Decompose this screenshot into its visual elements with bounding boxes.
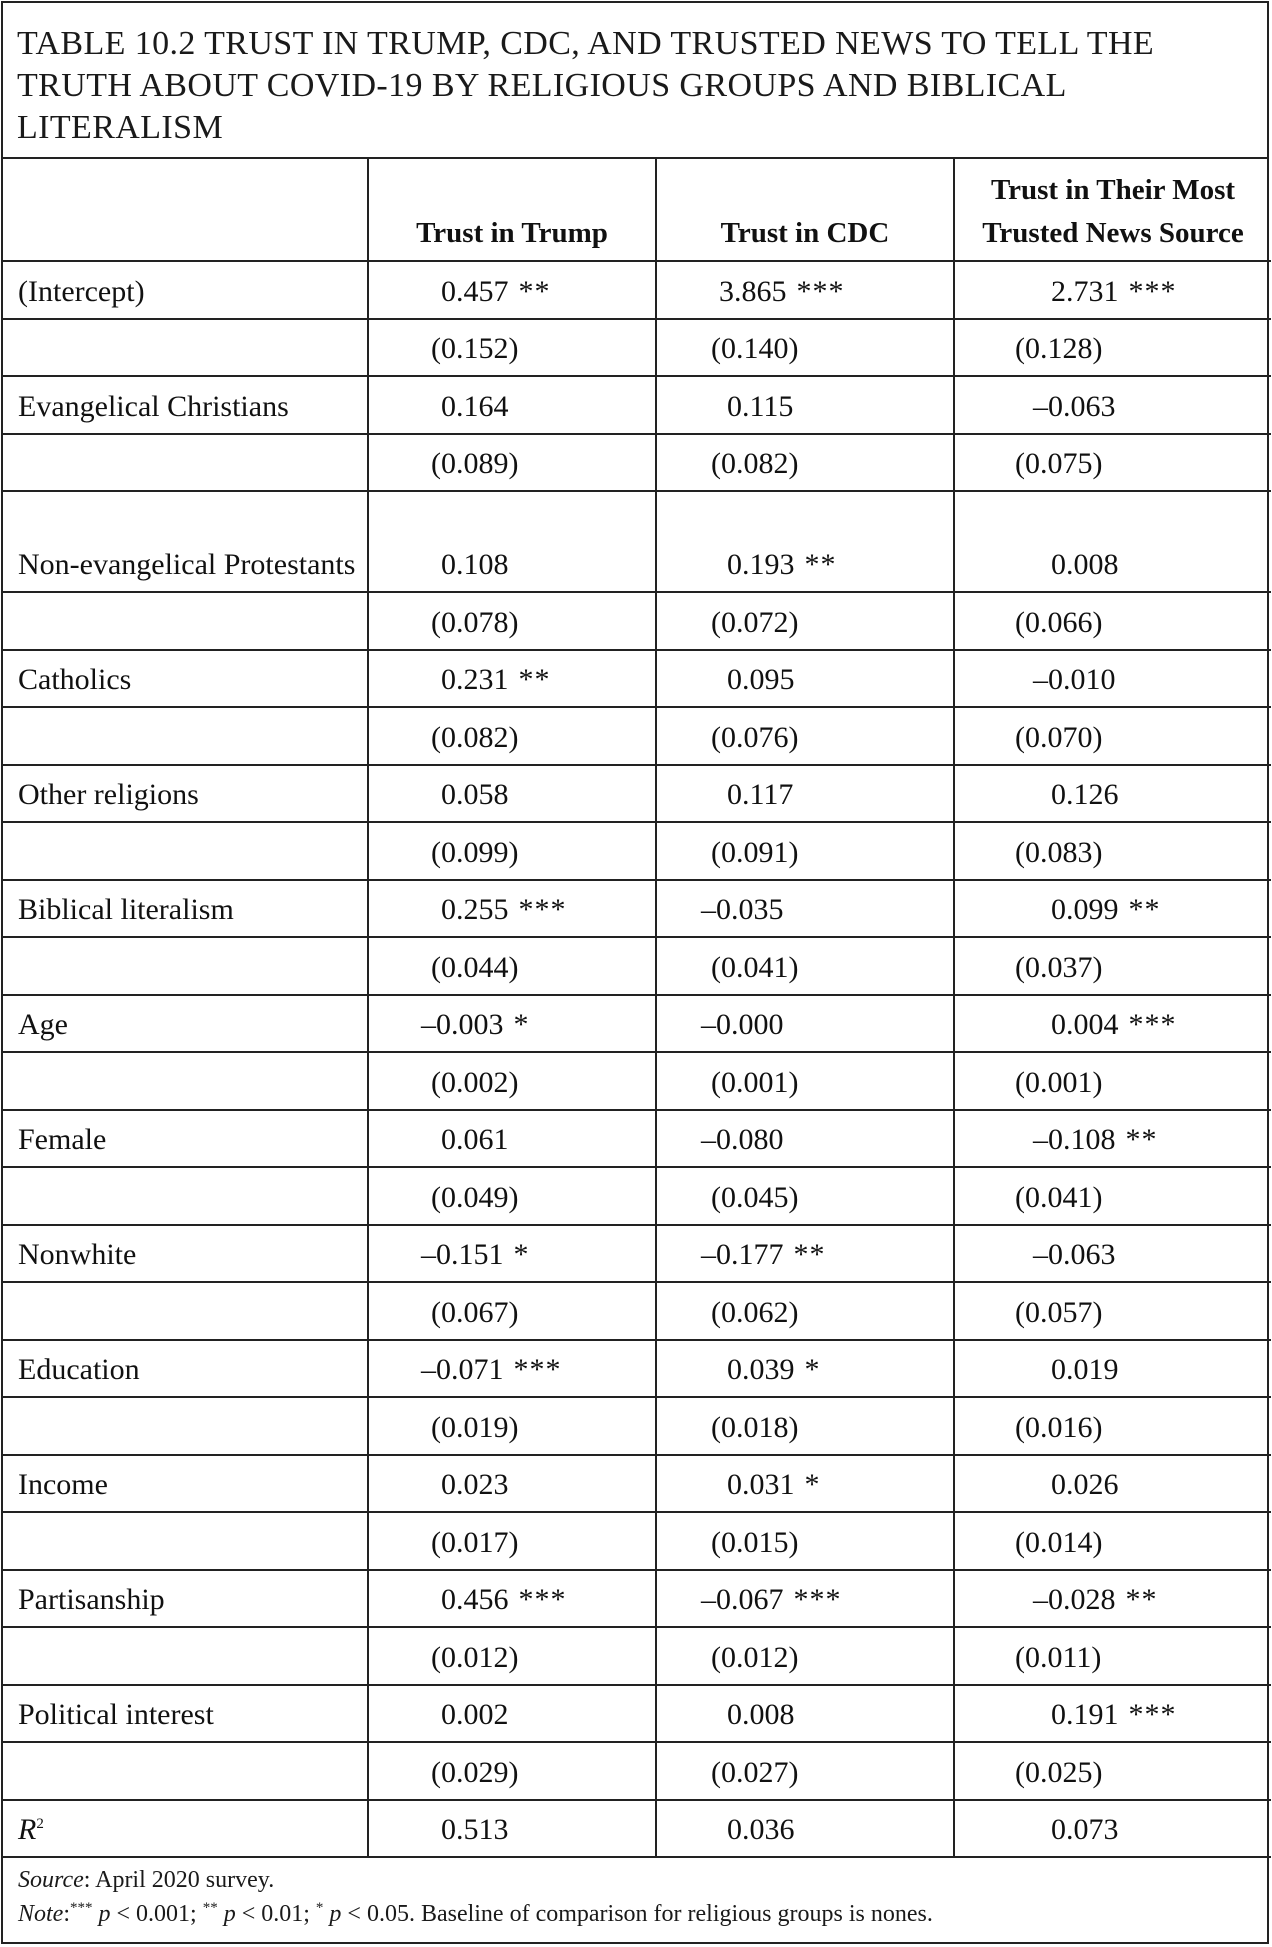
header-trust-news: Trust in Their Most Trusted News Source [954,159,1271,261]
coefficient: –0.003 [421,1008,504,1041]
row-label [3,1512,368,1570]
cell-value [954,995,1271,1053]
cell-value [954,707,1271,765]
table-row-se [3,1742,1271,1800]
cell-value [368,765,656,823]
row-label [3,1167,368,1225]
coefficient: 0.019 [1051,1353,1119,1386]
cell-value [954,1627,1271,1685]
coefficient: –0.151 [421,1238,504,1271]
cell-value [656,1397,954,1455]
cell-value [656,592,954,650]
coefficient: 0.031 [727,1468,795,1501]
cell-value [656,765,954,823]
note-line: Note:*** p < 0.001; ** p < 0.01; * p < 0.05. Baseline of comparison for religious groups is nones. [18,1900,933,1927]
coefficient: 0.457 [441,274,509,308]
row-label: Political interest [3,1685,368,1743]
coefficient: 0.023 [441,1468,509,1501]
table-frame [1,1,1269,1944]
cell-value [954,376,1271,434]
cell-value [368,434,656,492]
cell-value [954,1397,1271,1455]
cell-value [368,1455,656,1513]
cell-value [656,1225,954,1283]
table-row-se [3,707,1271,765]
coefficient: (0.025) [1015,1755,1103,1789]
coefficient: (0.019) [431,1410,519,1444]
significance-stars: *** [518,1583,567,1616]
cell-value [954,592,1271,650]
cell-value [368,1742,656,1800]
coefficient: –0.080 [701,1123,784,1156]
cell-value [656,1052,954,1110]
coefficient: (0.014) [1015,1525,1103,1559]
coefficient: (0.082) [431,720,519,754]
coefficient: –0.028 [1033,1583,1116,1616]
r-squared-row [3,1800,1271,1858]
significance-stars: *** [1128,1008,1177,1041]
cell-value [954,1685,1271,1743]
cell-value [954,1282,1271,1340]
significance-stars: ** [793,1238,826,1271]
significance-stars: ** [518,663,551,696]
cell-value [368,1512,656,1570]
coefficient: –0.108 [1033,1123,1116,1156]
coefficient: –0.177 [701,1238,784,1271]
cell-value [954,1512,1271,1570]
coefficient: (0.076) [711,720,799,754]
coefficient: 0.255 [441,893,509,926]
cell-value [954,1455,1271,1513]
header-trust-cdc: Trust in CDC [656,159,954,261]
cell-value [656,1627,954,1685]
cell-value [368,1110,656,1168]
cell-value [368,1340,656,1398]
row-label [3,822,368,880]
coefficient: (0.089) [431,447,519,480]
coefficient: –0.063 [1033,389,1116,423]
coefficient: 0.039 [727,1353,795,1386]
table-row [3,765,1271,823]
table-row-se [3,1627,1271,1685]
row-label [3,1742,368,1800]
cell-value [368,880,656,938]
cell-value [954,434,1271,492]
table-row [3,1685,1271,1743]
table-row-se [3,1397,1271,1455]
coefficient: 0.126 [1051,778,1119,811]
cell-value [368,592,656,650]
cell-value [656,822,954,880]
coefficient: (0.015) [711,1525,799,1559]
header-row [3,159,1271,261]
cell-value [656,376,954,434]
coefficient: 0.095 [727,663,795,696]
cell-value [656,1570,954,1628]
table-row-se [3,434,1271,492]
table-row [3,1110,1271,1168]
coefficient: (0.049) [431,1180,519,1214]
cell-value [656,1167,954,1225]
significance-stars: ** [1128,893,1161,926]
cell-value [368,1052,656,1110]
coefficient: (0.083) [1015,835,1103,869]
cell-value [368,707,656,765]
note-label: Note [18,1901,64,1927]
significance-stars: ** [804,548,837,581]
coefficient: 3.865 [719,274,787,308]
coefficient: (0.091) [711,835,799,869]
coefficient: (0.041) [1015,1180,1103,1214]
table-row-se [3,1167,1271,1225]
coefficient: (0.041) [711,950,799,984]
table-row-se [3,937,1271,995]
cell-value [368,491,656,592]
row-label: Female [3,1110,368,1168]
cell-value [954,1052,1271,1110]
row-label [3,319,368,377]
coefficient: –0.071 [421,1353,504,1386]
coefficient: (0.067) [431,1295,519,1329]
table-row [3,1455,1271,1513]
cell-value [954,937,1271,995]
row-label: Nonwhite [3,1225,368,1283]
cell-value [368,995,656,1053]
row-label [3,1282,368,1340]
coefficient: (0.037) [1015,950,1103,984]
table-title: TABLE 10.2 TRUST IN TRUMP, CDC, AND TRUSTED NEWS TO TELL THE TRUTH ABOUT COVID-19 BY RELIGIOUS GROUPS AND BIBLICAL LITERALISM [3,3,1267,159]
coefficient: 0.058 [441,778,509,811]
coefficient: (0.057) [1015,1295,1103,1329]
cell-value [954,1110,1271,1168]
coefficient: 0.008 [727,1698,795,1731]
row-label: Age [3,995,368,1053]
table-notes [3,1856,1267,1931]
cell-value [656,937,954,995]
cell-value [656,319,954,377]
coefficient: (0.099) [431,835,519,869]
row-label: Evangelical Christians [3,376,368,434]
cell-value [368,1397,656,1455]
coefficient: (0.062) [711,1295,799,1329]
coefficient: 0.004 [1051,1008,1119,1041]
coefficient: –0.000 [701,1008,784,1041]
source-line [18,1863,1252,1897]
cell-value [656,707,954,765]
significance-stars: * [513,1008,530,1041]
cell-value [656,261,954,319]
coefficient: 0.191 [1051,1698,1119,1731]
cell-value [954,822,1271,880]
coefficient: 0.008 [1051,548,1119,581]
coefficient: (0.140) [711,332,799,365]
cell-value [954,1340,1271,1398]
coefficient: (0.045) [711,1180,799,1214]
significance-stars: *** [518,893,567,926]
coefficient: (0.001) [1015,1065,1103,1099]
r-squared-value: 0.036 [656,1800,954,1858]
coefficient: 0.099 [1051,893,1119,926]
significance-stars: * [513,1238,530,1271]
significance-stars: *** [1128,274,1177,308]
table-row [3,995,1271,1053]
row-label [3,1397,368,1455]
coefficient: (0.002) [431,1065,519,1099]
coefficient: (0.018) [711,1410,799,1444]
table-row [3,261,1271,319]
row-label [3,937,368,995]
significance-stars: ** [1125,1123,1158,1156]
row-label: (Intercept) [3,261,368,319]
table-body [3,261,1271,1857]
r-squared-value: 0.073 [954,1800,1271,1858]
coefficient: (0.012) [431,1640,519,1674]
coefficient: (0.029) [431,1755,519,1789]
cell-value [368,1570,656,1628]
cell-value [954,765,1271,823]
cell-value [954,491,1271,592]
coefficient: 0.026 [1051,1468,1119,1501]
coefficient: 0.115 [727,389,794,423]
row-label: Non-evangelical Protestants [3,491,368,592]
coefficient: 0.231 [441,663,509,696]
table-row-se [3,1512,1271,1570]
row-label [3,434,368,492]
cell-value [954,1742,1271,1800]
coefficient: (0.070) [1015,720,1103,754]
significance-stars: *** [1128,1698,1177,1731]
coefficient: (0.072) [711,605,799,639]
row-label: Partisanship [3,1570,368,1628]
cell-value [954,1167,1271,1225]
row-label: Other religions [3,765,368,823]
table-row [3,1340,1271,1398]
cell-value [368,1225,656,1283]
coefficient: (0.017) [431,1525,519,1559]
coefficient: (0.044) [431,950,519,984]
cell-value [368,1167,656,1225]
coefficient: (0.128) [1015,332,1103,365]
coefficient: 0.117 [727,778,794,811]
cell-value [368,261,656,319]
cell-value [368,319,656,377]
table-row-se [3,592,1271,650]
row-label [3,707,368,765]
cell-value [656,1340,954,1398]
cell-value [656,995,954,1053]
row-label: Biblical literalism [3,880,368,938]
cell-value [656,1742,954,1800]
cell-value [368,650,656,708]
significance-stars: ** [1125,1583,1158,1616]
coefficient: (0.011) [1015,1640,1102,1674]
coefficient: 0.164 [441,389,509,423]
cell-value [368,1685,656,1743]
cell-value [368,822,656,880]
cell-value [368,937,656,995]
cell-value [656,880,954,938]
coefficient: –0.035 [701,893,784,926]
cell-value [954,319,1271,377]
cell-value [656,1685,954,1743]
table-row-se [3,822,1271,880]
cell-value [656,1512,954,1570]
r-squared-value: 0.513 [368,1800,656,1858]
coefficient: (0.082) [711,447,799,480]
table-row-se [3,1282,1271,1340]
cell-value [656,1455,954,1513]
cell-value [954,1225,1271,1283]
cell-value [954,261,1271,319]
coefficient: (0.075) [1015,447,1103,480]
significance-stars: *** [793,1583,842,1616]
header-trust-trump: Trust in Trump [368,159,656,261]
significance-stars: * [804,1468,821,1501]
r-squared-label: $R^2$ [3,1800,368,1858]
coefficient: (0.078) [431,605,519,639]
table-row [3,491,1271,592]
coefficient: (0.016) [1015,1410,1103,1444]
header-blank [3,159,368,261]
cell-value [954,880,1271,938]
cell-value [656,1282,954,1340]
cell-value [954,1570,1271,1628]
significance-stars: ** [518,274,551,308]
coefficient: (0.152) [431,332,519,365]
significance-stars: * [804,1353,821,1386]
table-row [3,650,1271,708]
cell-value [368,1282,656,1340]
cell-value [656,1110,954,1168]
row-label: Education [3,1340,368,1398]
row-label [3,592,368,650]
cell-value [368,1627,656,1685]
cell-value [954,650,1271,708]
coefficient: 0.456 [441,1583,509,1616]
source-label: Source [18,1867,84,1893]
regression-table [3,159,1271,1858]
row-label: Catholics [3,650,368,708]
table-row [3,1225,1271,1283]
significance-stars: *** [796,274,845,308]
coefficient: 0.193 [727,548,795,581]
table-row [3,376,1271,434]
table-row-se [3,1052,1271,1110]
coefficient: (0.027) [711,1755,799,1789]
cell-value [368,376,656,434]
coefficient: –0.063 [1033,1238,1116,1271]
coefficient: 0.108 [441,548,509,581]
coefficient: 2.731 [1051,274,1119,308]
coefficient: (0.001) [711,1065,799,1099]
row-label [3,1052,368,1110]
significance-stars: *** [513,1353,562,1386]
coefficient: (0.066) [1015,605,1103,639]
row-label: Income [3,1455,368,1513]
coefficient: 0.002 [441,1698,509,1731]
table-row [3,880,1271,938]
coefficient: (0.012) [711,1640,799,1674]
coefficient: 0.061 [441,1123,509,1156]
source-text: : April 2020 survey. [83,1867,275,1893]
table-row-se [3,319,1271,377]
coefficient: –0.067 [701,1583,784,1616]
row-label [3,1627,368,1685]
cell-value [656,434,954,492]
coefficient: –0.010 [1033,663,1116,696]
table-row [3,1570,1271,1628]
cell-value [656,650,954,708]
cell-value [656,491,954,592]
